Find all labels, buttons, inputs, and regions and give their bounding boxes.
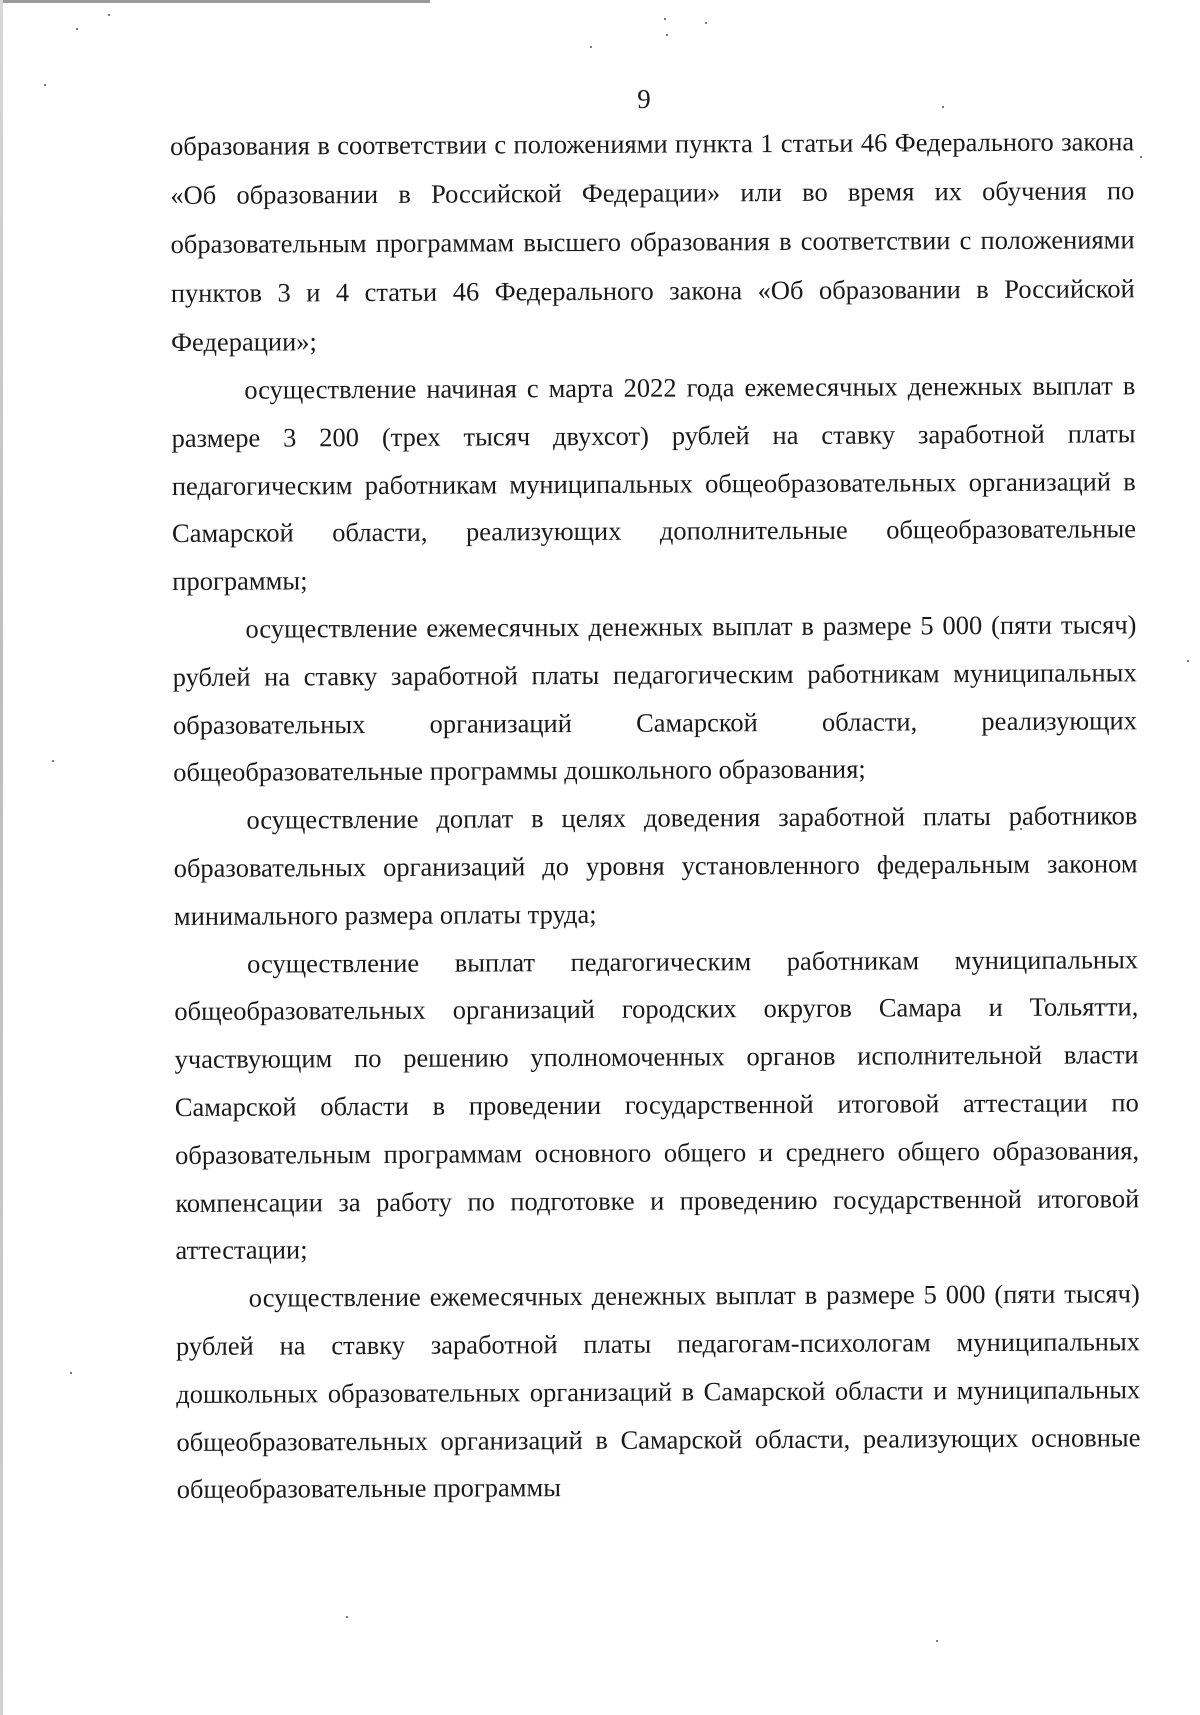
paragraph-minimum-wage-supplements: осуществление доплат в целях доведения заработной платы работников образовательных организаций до уровня установленного федеральным законом минимального размера оплаты труда; [173,800,1138,931]
document-body [170,117,1141,1514]
scan-speck [590,46,592,48]
paragraph-continuation: образования в соответствии с положениями пункта 1 статьи 46 Федерального закона «Об образовании в Российской Федерации» или во время их обучения по образовательным программам высшего образования в соответствии с положениями пунктов 3 и 4 статьи 46 Федерального закона «Об образовании в Российской Федерации»; [170,126,1135,357]
scan-speck [346,1616,348,1618]
scan-edge-left [0,0,3,1715]
paragraph-state-certification-payments: осуществление выплат педагогическим работникам муниципальных общеобразовательных организаций городских округов Самара и Тольятти, участвующим по решению уполномоченных органов исполнительной власти Самарской области в проведении государственной итоговой аттестации по образовательным программам основного общего и среднего общего образования, компенсации за работу по подготовке и проведению государственной итоговой аттестации; [174,943,1140,1266]
scan-speck [52,760,54,762]
scan-speck [936,1640,938,1642]
scan-speck [70,1372,72,1374]
scan-speck [664,18,666,20]
scan-speck [108,14,110,16]
paragraph-monthly-payments-preschool: осуществление ежемесячных денежных выплат в размере 5 000 (пяти тысяч) рублей на ставку заработной платы педагогическим работникам муниципальных образовательных организаций Самарской области, реализующих общеобразовательные программы дошкольного образования; [172,609,1138,788]
scan-speck [705,22,707,24]
paragraph-psychologist-payments: осуществление ежемесячных денежных выплат в размере 5 000 (пяти тысяч) рублей на ставку заработной платы педагогам-психологам муниципальных дошкольных образовательных организаций в Самарской области и муниципальных общеобразовательных организаций в Самарской области, реализующих основные общеобразовательные программы [175,1278,1141,1505]
scan-speck [1140,156,1142,158]
scan-speck [76,28,78,30]
scan-edge-top [0,0,430,3]
scan-speck [1187,660,1189,662]
scan-speck [666,34,668,36]
paragraph-monthly-payments-additional-programs: осуществление начиная с марта 2022 года ежемесячных денежных выплат в размере 3 200 (трех тысяч двухсот) рублей на ставку заработной платы педагогическим работникам муниципальных общеобразовательных организаций в Самарской области, реализующих дополнительные общеобразовательные программы; [171,370,1137,597]
page-number: 9 [637,84,651,114]
